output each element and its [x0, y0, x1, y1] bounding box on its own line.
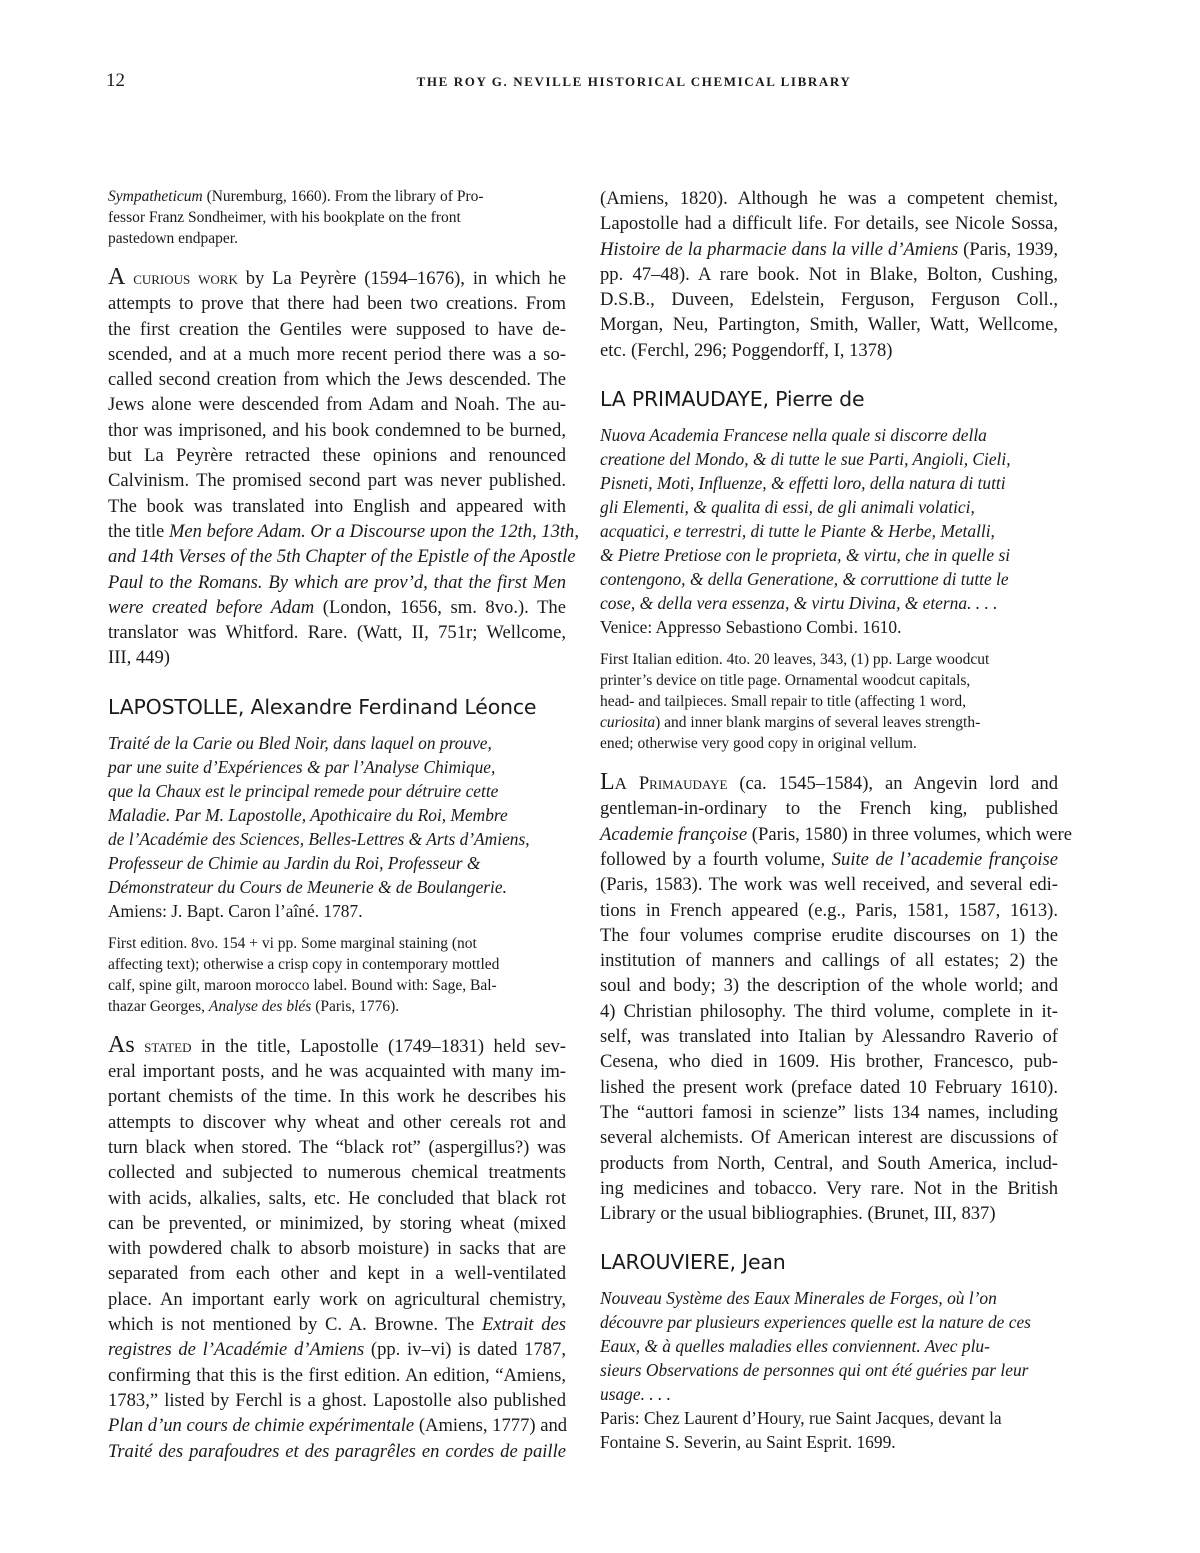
- text-line: soul and body; 3) the description of the whole world; and: [600, 975, 1058, 997]
- text-line: Morgan, Neu, Partington, Smith, Waller, Watt, Wellcome,: [600, 314, 1058, 336]
- text-line: ened; otherwise very good copy in original vellum.: [600, 735, 917, 753]
- text-line: cose, & della vera essenza, & virtu Divina, & eterna. . . .: [600, 593, 998, 614]
- text-line: eral important posts, and he was acquainted with many im-: [108, 1061, 566, 1083]
- la-primaudaye-description: [600, 649, 1058, 754]
- la-peyrere-commentary: [108, 264, 579, 671]
- text-line: The “auttori famosi in scienze” lists 134 names, including: [600, 1101, 1058, 1123]
- text-line: Academie françoise (Paris, 1580) in three volumes, which were: [600, 823, 1072, 845]
- text-line: Traité de la Carie ou Bled Noir, dans laquel on prouve,: [108, 732, 492, 753]
- text-line: Fontaine S. Severin, au Saint Esprit. 1699.: [600, 1432, 896, 1453]
- text-line: A curious work by La Peyrère (1594–1676), in which he: [108, 264, 566, 290]
- text-line: creatione del Mondo, & di tutte le sue Parti, Angioli, Cieli,: [600, 449, 1011, 470]
- text-line: découvre par plusieurs experiences quelle est la nature de ces: [600, 1312, 1031, 1333]
- text-line: The book was translated into English and appeared with: [108, 495, 566, 517]
- text-line: sieurs Observations de personnes qui ont été guéries par leur: [600, 1360, 1029, 1381]
- text-line: separated from each other and kept in a well-ventilated: [108, 1263, 566, 1285]
- text-line: The four volumes comprise erudite discourses on 1) the: [600, 924, 1058, 946]
- text-line: Nuova Academia Francese nella quale si discorre della: [600, 425, 987, 446]
- text-line: confirming that this is the first edition. An edition, “Amiens,: [108, 1364, 566, 1386]
- text-line: & Pietre Pretiose con le proprieta, & virtu, che in quelle si: [600, 545, 1011, 566]
- text-line: attempts to discover why wheat and other cereals rot and: [108, 1111, 566, 1133]
- text-line: head- and tailpieces. Small repair to title (affecting 1 word,: [600, 693, 966, 711]
- text-line: etc. (Ferchl, 296; Poggendorff, I, 1378): [600, 339, 893, 361]
- text-line: the title Men before Adam. Or a Discourse upon the 12th, 13th,: [108, 520, 579, 542]
- text-line: Lapostolle had a difficult life. For details, see Nicole Sossa,: [600, 213, 1058, 235]
- text-line: gli Elementi, & qualita di essi, de gli animali volatici,: [600, 497, 975, 518]
- text-line: Pisneti, Moti, Influenze, & effetti loro, della natura di tutti: [600, 473, 1006, 494]
- text-line: Maladie. Par M. Lapostolle, Apothicaire du Roi, Membre: [108, 804, 508, 825]
- text-line: but La Peyrère retracted these opinions and renounced: [108, 445, 566, 467]
- text-line: 4) Christian philosophy. The third volume, complete in it-: [600, 1000, 1058, 1022]
- text-line: products from North, Central, and South America, includ-: [600, 1152, 1058, 1174]
- text-line: collected and subjected to numerous chemical treatments: [108, 1162, 566, 1184]
- running-header-title: THE ROY G. NEVILLE HISTORICAL CHEMICAL LIBRARY: [416, 74, 852, 89]
- text-line: La Primaudaye (ca. 1545–1584), an Angevin lord and: [600, 769, 1058, 796]
- left-column: [108, 186, 579, 1464]
- lapostolle-citation: [108, 731, 566, 923]
- text-line: Paris: Chez Laurent d’Houry, rue Saint Jacques, devant la: [600, 1408, 1002, 1429]
- text-line: 1783,” listed by Ferchl is a ghost. Lapostolle also published: [108, 1389, 566, 1411]
- lapostolle-description: [108, 933, 566, 1017]
- text-line: Jews alone were descended from Adam and Noah. The au-: [108, 394, 566, 416]
- text-line: followed by a fourth volume, Suite de l’academie françoise: [600, 848, 1058, 870]
- text-line: with powdered chalk to absorb moisture) in sacks that are: [108, 1238, 566, 1260]
- text-line: pastedown endpaper.: [108, 230, 238, 247]
- text-line: registres de l’Académie d’Amiens (pp. iv–vi) is dated 1787,: [108, 1339, 566, 1361]
- right-column: [600, 186, 1072, 1454]
- text-line: III, 449): [108, 647, 170, 669]
- text-line: and 14th Verses of the 5th Chapter of the Epistle of the Apostle: [108, 546, 576, 568]
- text-line: par une suite d’Expériences & par l’Analyse Chimique,: [108, 756, 496, 777]
- entry-heading-larouviere: LAROUVIERE, Jean: [600, 1250, 786, 1275]
- text-line: self, was translated into Italian by Alessandro Raverio of: [600, 1026, 1058, 1048]
- text-line: several alchemists. Of American interest are discussions of: [600, 1127, 1058, 1149]
- text-line: Professeur de Chimie au Jardin du Roi, Professeur &: [108, 852, 481, 873]
- text-line: Cesena, who died in 1609. His brother, Francesco, pub-: [600, 1051, 1058, 1073]
- text-line: fessor Franz Sondheimer, with his bookplate on the front: [108, 209, 461, 226]
- text-line: printer’s device on title page. Ornamental woodcut capitals,: [600, 672, 971, 690]
- text-line: As stated in the title, Lapostolle (1749–1831) held sev-: [108, 1031, 566, 1058]
- text-line: Plan d’un cours de chimie expérimentale (Amiens, 1777) and: [108, 1415, 568, 1437]
- text-line: Calvinism. The promised second part was never published.: [108, 470, 566, 492]
- page-number: 12: [106, 70, 125, 91]
- lapostolle-commentary-continued: [600, 186, 1058, 363]
- text-line: ing medicines and tobacco. Very rare. Not in the British: [600, 1177, 1058, 1199]
- la-primaudaye-commentary: [600, 769, 1072, 1226]
- text-line: Paul to the Romans. By which are prov’d, that the first Men: [108, 571, 566, 593]
- text-line: tions in French appeared (e.g., Paris, 1581, 1587, 1613).: [600, 899, 1058, 921]
- text-line: institution of manners and callings of all estates; 2) the: [600, 950, 1058, 972]
- text-line: First edition. 8vo. 154 + vi pp. Some marginal staining (not: [108, 934, 477, 952]
- text-line: de l’Académie des Sciences, Belles-Lettres & Arts d’Amiens,: [108, 828, 530, 849]
- text-line: thor was imprisoned, and his book condemned to be burned,: [108, 419, 566, 441]
- text-line: Nouveau Système des Eaux Minerales de Forges, où l’on: [600, 1288, 997, 1309]
- text-line: lished the present work (preface dated 10 February 1610).: [600, 1076, 1058, 1098]
- text-line: called second creation from which the Jews descended. The: [108, 369, 566, 391]
- text-line: que la Chaux est le principal remede pour détruire cette: [108, 780, 499, 801]
- text-line: acquatici, e terrestri, di tutte le Piante & Herbe, Metalli,: [600, 521, 995, 542]
- text-line: Library or the usual bibliographies. (Brunet, III, 837): [600, 1203, 996, 1225]
- text-line: can be prevented, or minimized, by storing wheat (mixed: [108, 1212, 566, 1234]
- text-line: usage. . . .: [600, 1384, 672, 1405]
- larouviere-citation: [600, 1286, 1058, 1454]
- text-line: Amiens: J. Bapt. Caron l’aîné. 1787.: [108, 900, 363, 921]
- text-line: Histoire de la pharmacie dans la ville d’Amiens (Paris, 1939,: [600, 238, 1058, 260]
- text-line: pp. 47–48). A rare book. Not in Blake, Bolton, Cushing,: [600, 263, 1058, 285]
- entry-heading-lapostolle: LAPOSTOLLE, Alexandre Ferdinand Léonce: [108, 694, 537, 719]
- text-line: D.S.B., Duveen, Edelstein, Ferguson, Ferguson Coll.,: [600, 289, 1058, 311]
- text-line: Démonstrateur du Cours de Meunerie & de Boulangerie.: [108, 876, 507, 897]
- text-line: were created before Adam (London, 1656, sm. 8vo.). The: [108, 596, 566, 618]
- text-line: with acids, alkalies, salts, etc. He concluded that black rot: [108, 1187, 566, 1209]
- text-line: place. An important early work on agricultural chemistry,: [108, 1288, 566, 1310]
- text-line: (Amiens, 1820). Although he was a competent chemist,: [600, 188, 1058, 209]
- text-line: translator was Whitford. Rare. (Watt, II, 751r; Wellcome,: [108, 622, 566, 644]
- la-primaudaye-citation: [600, 423, 1058, 639]
- text-line: affecting text); otherwise a crisp copy in contemporary mottled: [108, 955, 500, 973]
- text-line: First Italian edition. 4to. 20 leaves, 343, (1) pp. Large woodcut: [600, 651, 990, 669]
- text-line: the first creation the Gentiles were supposed to have de-: [108, 318, 566, 340]
- text-line: Venice: Appresso Sebastiono Combi. 1610.: [600, 617, 902, 638]
- text-line: Sympatheticum (Nuremburg, 1660). From the library of Pro-: [108, 188, 484, 205]
- text-line: portant chemists of the time. In this work he describes his: [108, 1086, 566, 1108]
- text-line: Eaux, & à quelles maladies elles conviennent. Avec plu-: [600, 1336, 990, 1357]
- text-line: which is not mentioned by C. A. Browne. The Extrait des: [108, 1314, 566, 1336]
- text-line: gentleman-in-ordinary to the French king, published: [600, 798, 1058, 820]
- text-line: attempts to prove that there had been two creations. From: [108, 293, 566, 315]
- text-line: thazar Georges, Analyse des blés (Paris, 1776).: [108, 997, 400, 1015]
- lapostolle-commentary: [108, 1033, 566, 1464]
- text-line: contengono, & della Generatione, & corruttione di tutte le: [600, 569, 1009, 590]
- text-line: curiosita) and inner blank margins of several leaves strength-: [600, 714, 981, 732]
- entry-heading-la-primaudaye: LA PRIMAUDAYE, Pierre de: [600, 387, 865, 412]
- text-line: calf, spine gilt, maroon morocco label. Bound with: Sage, Bal-: [108, 976, 497, 994]
- text-line: turn black when stored. The “black rot” (aspergillus?) was: [108, 1136, 566, 1158]
- continued-description: [108, 186, 566, 249]
- text-line: scended, and at a much more recent period there was a so-: [108, 343, 566, 365]
- text-line: Traité des parafoudres et des paragrêles en cordes de paille: [108, 1440, 566, 1462]
- text-line: (Paris, 1583). The work was well received, and several edi-: [600, 874, 1058, 896]
